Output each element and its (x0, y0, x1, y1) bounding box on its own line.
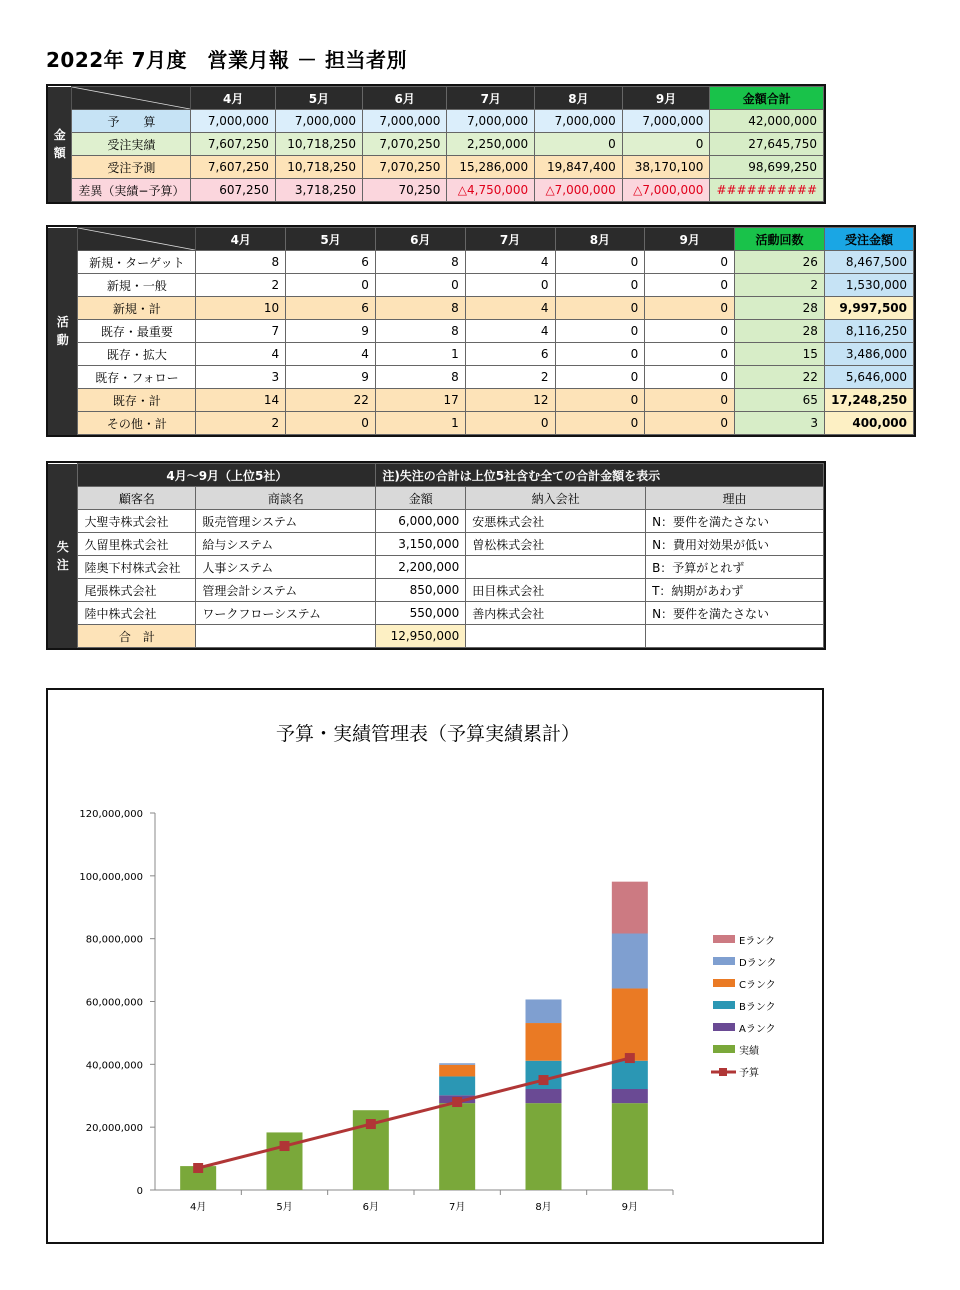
legend-label: Eランク (739, 936, 776, 947)
lost-vendor-cell: 田目株式会社 (466, 579, 646, 602)
month-header: 9月 (622, 87, 710, 110)
value-cell: 9 (286, 320, 376, 343)
month-header: 7月 (447, 87, 535, 110)
month-header: 4月 (191, 87, 275, 110)
legend-label: Cランク (739, 980, 776, 991)
lost-row (48, 556, 824, 579)
activity-row (48, 320, 914, 343)
value-cell: 0 (645, 251, 735, 274)
lost-reason-cell: N：要件を満たさない (646, 510, 824, 533)
value-cell: 8 (375, 320, 465, 343)
activity-header-row (48, 228, 914, 251)
lost-row (48, 533, 824, 556)
legend-label: 予算 (739, 1068, 759, 1079)
value-cell: 0 (555, 389, 645, 412)
value-cell: 0 (555, 297, 645, 320)
value-cell: 0 (555, 320, 645, 343)
lost-reason-cell: T：納期があわず (646, 579, 824, 602)
budget-point (280, 1141, 290, 1151)
bar-segment (612, 1061, 648, 1089)
value-cell: 7,000,000 (363, 110, 447, 133)
month-header: 6月 (363, 87, 447, 110)
legend-label: 実績 (739, 1046, 759, 1057)
row-label: 既存・計 (78, 389, 196, 412)
column-header: 商談名 (196, 487, 376, 510)
value-cell: 10,718,250 (275, 156, 362, 179)
empty-cell (646, 625, 824, 648)
value-cell: 0 (645, 412, 735, 435)
value-cell: 1 (375, 343, 465, 366)
x-tick-label: 6月 (362, 1202, 380, 1213)
y-tick-label: 0 (136, 1186, 143, 1197)
lost-reason-cell: N：要件を満たさない (646, 602, 824, 625)
amount-cell: 400,000 (824, 412, 913, 435)
value-cell: 8 (196, 251, 286, 274)
y-tick-label: 60,000,000 (85, 997, 143, 1009)
amount-header: 受注金額 (824, 228, 913, 251)
value-cell: 0 (555, 343, 645, 366)
budget-point (539, 1075, 549, 1085)
value-cell: 0 (535, 133, 623, 156)
value-cell: 7,000,000 (191, 110, 275, 133)
lost-title-row (48, 464, 824, 487)
amount-cell: 8,116,250 (824, 320, 913, 343)
budget-line (198, 1058, 630, 1168)
value-cell: 0 (286, 274, 376, 297)
value-cell: 2,250,000 (447, 133, 535, 156)
value-cell: 0 (645, 343, 735, 366)
count-cell: 26 (735, 251, 825, 274)
count-cell: 15 (735, 343, 825, 366)
value-cell: △4,750,000 (447, 179, 535, 202)
activity-side-label (48, 228, 78, 435)
total-header: 金額合計 (710, 87, 824, 110)
legend-swatch (713, 979, 735, 987)
bar-segment (439, 1103, 475, 1190)
value-cell: 7,000,000 (447, 110, 535, 133)
lost-vendor-cell: 曽松株式会社 (466, 533, 646, 556)
value-cell: 0 (645, 389, 735, 412)
activity-row (48, 251, 914, 274)
lost-deal-cell: 人事システム (196, 556, 376, 579)
value-cell: 7,070,250 (363, 156, 447, 179)
sales-grid (48, 86, 824, 202)
chart-canvas (48, 690, 822, 1242)
budget-point (625, 1053, 635, 1063)
value-cell: 4 (465, 251, 555, 274)
value-cell: 4 (465, 320, 555, 343)
value-cell: 10,718,250 (275, 133, 362, 156)
value-cell: 14 (196, 389, 286, 412)
row-label: 新規・一般 (78, 274, 196, 297)
activity-table (46, 225, 916, 437)
y-tick-label: 20,000,000 (85, 1123, 143, 1135)
value-cell: 0 (645, 320, 735, 343)
value-cell: 0 (555, 412, 645, 435)
row-label: 既存・最重要 (78, 320, 196, 343)
count-cell: 65 (735, 389, 825, 412)
lost-total-row (48, 625, 824, 648)
sales-row (48, 110, 824, 133)
sales-row (48, 179, 824, 202)
lost-amount-cell: 6,000,000 (376, 510, 466, 533)
empty-cell (466, 625, 646, 648)
budget-point (193, 1163, 203, 1173)
value-cell: 7 (196, 320, 286, 343)
value-cell: 4 (286, 343, 376, 366)
value-cell: 70,250 (363, 179, 447, 202)
month-header: 5月 (286, 228, 376, 251)
count-header: 活動回数 (735, 228, 825, 251)
row-label: 差異（実績−予算） (72, 179, 191, 202)
amount-cell: 1,530,000 (824, 274, 913, 297)
lost-header-row (48, 487, 824, 510)
bar-segment (439, 1065, 475, 1077)
bar-segment (612, 1103, 648, 1190)
diagonal-line-icon (78, 228, 195, 250)
legend-swatch (713, 957, 735, 965)
page-title: 2022年 7月度 営業月報 － 担当者別 (46, 48, 407, 72)
value-cell: 0 (465, 274, 555, 297)
value-cell: 0 (375, 274, 465, 297)
x-tick-label: 8月 (535, 1202, 552, 1213)
sales-header-row (48, 87, 824, 110)
bar-segment (612, 1089, 648, 1103)
lost-row (48, 579, 824, 602)
lost-reason-cell: N：費用対効果が低い (646, 533, 824, 556)
chart-title: 予算・実績管理表（予算実績累計） (275, 723, 581, 745)
x-tick-label: 7月 (448, 1202, 466, 1213)
count-cell: 28 (735, 320, 825, 343)
lost-deal-cell: 給与システム (196, 533, 376, 556)
value-cell: 8 (375, 251, 465, 274)
value-cell: 17 (375, 389, 465, 412)
value-cell: 7,607,250 (191, 133, 275, 156)
period-label: 4月～9月（上位5社） (78, 464, 376, 487)
value-cell: 10 (196, 297, 286, 320)
activity-row (48, 297, 914, 320)
bar-segment (439, 1076, 475, 1095)
value-cell: 38,170,100 (622, 156, 710, 179)
side-label-char: 動 (56, 333, 69, 347)
lost-amount-cell: 2,200,000 (376, 556, 466, 579)
x-tick-label: 9月 (621, 1202, 639, 1213)
value-cell: 2 (465, 366, 555, 389)
diagonal-line-icon (72, 87, 190, 109)
month-header: 4月 (196, 228, 286, 251)
value-cell: △7,000,000 (535, 179, 623, 202)
value-cell: 3,718,250 (275, 179, 362, 202)
column-header: 理由 (646, 487, 824, 510)
sales-amount-table (46, 84, 826, 204)
legend-swatch (713, 935, 735, 943)
bar-segment (612, 933, 648, 988)
value-cell: 19,847,400 (535, 156, 623, 179)
value-cell: 0 (465, 412, 555, 435)
row-label: 新規・計 (78, 297, 196, 320)
row-label: 受注実績 (72, 133, 191, 156)
legend-label: Bランク (739, 1002, 776, 1013)
total-cell: 42,000,000 (710, 110, 824, 133)
side-label-char: 注 (56, 557, 69, 572)
amount-cell: 9,997,500 (824, 297, 913, 320)
month-header: 7月 (465, 228, 555, 251)
value-cell: 6 (286, 251, 376, 274)
lost-deal-cell: 管理会計システム (196, 579, 376, 602)
value-cell: 0 (555, 251, 645, 274)
legend-swatch (713, 1023, 735, 1031)
bar-segment (526, 1023, 562, 1061)
column-header: 顧客名 (78, 487, 196, 510)
value-cell: 4 (196, 343, 286, 366)
lost-side-label (48, 464, 78, 648)
column-header: 金額 (376, 487, 466, 510)
value-cell: 22 (286, 389, 376, 412)
value-cell: 7,000,000 (622, 110, 710, 133)
lost-customer-cell: 大聖寺株式会社 (78, 510, 196, 533)
bar-segment (439, 1063, 475, 1065)
lost-deal-cell: ワークフローシステム (196, 602, 376, 625)
value-cell: 0 (645, 366, 735, 389)
value-cell: 7,000,000 (535, 110, 623, 133)
corner-cell (78, 228, 196, 251)
bar-segment (612, 988, 648, 1060)
legend-swatch (713, 1001, 735, 1009)
value-cell: 15,286,000 (447, 156, 535, 179)
bar-segment (526, 999, 562, 1023)
value-cell: 607,250 (191, 179, 275, 202)
lost-row (48, 602, 824, 625)
lost-customer-cell: 陸奥下村株式会社 (78, 556, 196, 579)
value-cell: 0 (555, 366, 645, 389)
x-tick-label: 4月 (189, 1202, 207, 1213)
amount-cell: 3,486,000 (824, 343, 913, 366)
lost-orders-table (46, 461, 826, 650)
value-cell: 0 (555, 274, 645, 297)
lost-amount-cell: 550,000 (376, 602, 466, 625)
amount-cell: 17,248,250 (824, 389, 913, 412)
value-cell: 0 (286, 412, 376, 435)
lost-vendor-cell (466, 556, 646, 579)
lost-amount-cell: 850,000 (376, 579, 466, 602)
value-cell: 7,070,250 (363, 133, 447, 156)
row-label: 予 算 (72, 110, 191, 133)
lost-customer-cell: 久留里株式会社 (78, 533, 196, 556)
bar-segment (612, 882, 648, 934)
lost-note: 注)失注の合計は上位5社含む全ての合計金額を表示 (376, 464, 824, 487)
corner-cell (72, 87, 191, 110)
x-tick-label: 5月 (276, 1202, 293, 1213)
row-label: 受注予測 (72, 156, 191, 179)
column-header: 納入会社 (466, 487, 646, 510)
total-label: 合 計 (78, 625, 196, 648)
lost-row (48, 510, 824, 533)
lost-customer-cell: 陸中株式会社 (78, 602, 196, 625)
bar-segment (526, 1089, 562, 1103)
side-label-char: 額 (53, 146, 66, 160)
month-header: 8月 (535, 87, 623, 110)
count-cell: 22 (735, 366, 825, 389)
total-cell: 27,645,750 (710, 133, 824, 156)
value-cell: 2 (196, 274, 286, 297)
count-cell: 3 (735, 412, 825, 435)
month-header: 5月 (275, 87, 362, 110)
value-cell: 8 (375, 297, 465, 320)
legend-label: Aランク (739, 1024, 776, 1035)
value-cell: △7,000,000 (622, 179, 710, 202)
value-cell: 1 (375, 412, 465, 435)
row-label: 新規・ターゲット (78, 251, 196, 274)
value-cell: 2 (196, 412, 286, 435)
lost-deal-cell: 販売管理システム (196, 510, 376, 533)
activity-grid (48, 227, 914, 435)
month-header: 8月 (555, 228, 645, 251)
total-amount: 12,950,000 (376, 625, 466, 648)
y-tick-label: 80,000,000 (85, 934, 143, 946)
budget-point (366, 1119, 376, 1129)
budget-point (452, 1097, 462, 1107)
budget-results-chart (46, 688, 824, 1244)
value-cell: 7,607,250 (191, 156, 275, 179)
y-tick-label: 40,000,000 (85, 1060, 143, 1072)
activity-row (48, 343, 914, 366)
empty-cell (196, 625, 376, 648)
value-cell: 8 (375, 366, 465, 389)
value-cell: 3 (196, 366, 286, 389)
value-cell: 6 (465, 343, 555, 366)
y-tick-label: 120,000,000 (79, 809, 143, 820)
value-cell: 7,000,000 (275, 110, 362, 133)
activity-row (48, 412, 914, 435)
legend-swatch (713, 1045, 735, 1053)
side-label-char: 活 (56, 315, 69, 329)
total-cell: 98,699,250 (710, 156, 824, 179)
lost-grid (48, 463, 824, 648)
count-cell: 28 (735, 297, 825, 320)
sales-row (48, 133, 824, 156)
activity-row (48, 389, 914, 412)
activity-row (48, 274, 914, 297)
legend-marker (719, 1068, 727, 1076)
y-tick-label: 100,000,000 (79, 871, 143, 883)
lost-reason-cell: B：予算がとれず (646, 556, 824, 579)
value-cell: 9 (286, 366, 376, 389)
row-label: 既存・フォロー (78, 366, 196, 389)
value-cell: 12 (465, 389, 555, 412)
amount-cell: 5,646,000 (824, 366, 913, 389)
lost-vendor-cell: 善内株式会社 (466, 602, 646, 625)
amount-cell: 8,467,500 (824, 251, 913, 274)
lost-customer-cell: 尾張株式会社 (78, 579, 196, 602)
row-label: その他・計 (78, 412, 196, 435)
row-label: 既存・拡大 (78, 343, 196, 366)
month-header: 6月 (375, 228, 465, 251)
side-label-char: 失 (56, 539, 69, 554)
value-cell: 0 (622, 133, 710, 156)
value-cell: 0 (645, 274, 735, 297)
sales-row (48, 156, 824, 179)
count-cell: 2 (735, 274, 825, 297)
lost-vendor-cell: 安悪株式会社 (466, 510, 646, 533)
lost-amount-cell: 3,150,000 (376, 533, 466, 556)
value-cell: 6 (286, 297, 376, 320)
sales-side-label (48, 87, 72, 202)
activity-row (48, 366, 914, 389)
total-cell: ########## (710, 179, 824, 202)
value-cell: 4 (465, 297, 555, 320)
legend-label: Dランク (739, 958, 777, 969)
side-label-char: 金 (53, 128, 66, 142)
value-cell: 0 (645, 297, 735, 320)
month-header: 9月 (645, 228, 735, 251)
bar-segment (526, 1103, 562, 1190)
